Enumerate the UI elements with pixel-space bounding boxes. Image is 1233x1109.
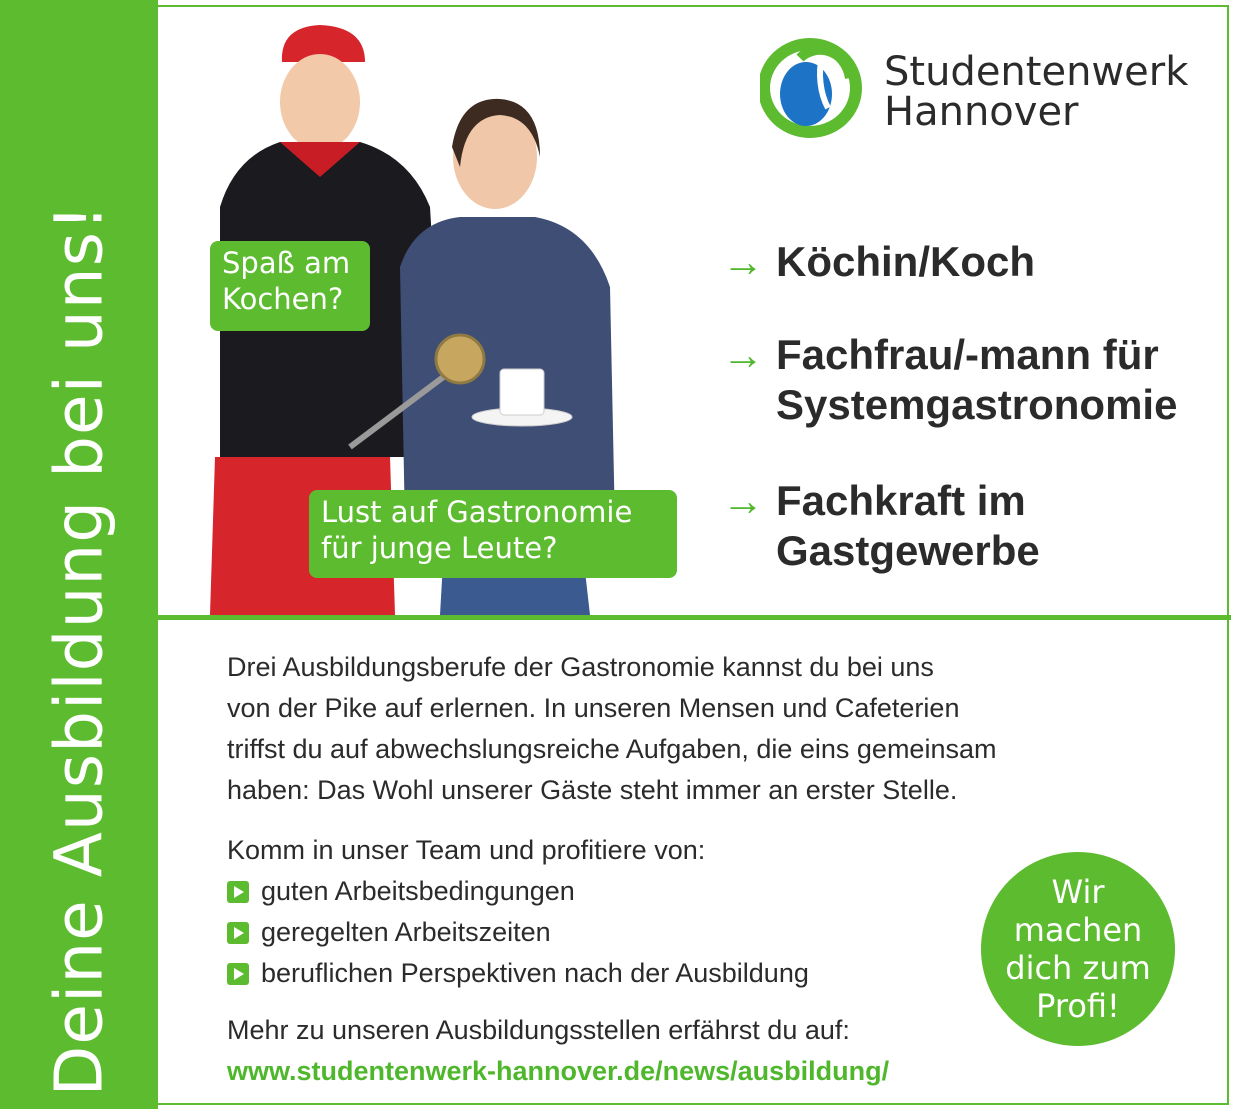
job-title-line-1: Fachfrau/-mann für: [776, 331, 1159, 378]
side-band: [0, 0, 158, 1109]
arrow-right-icon: →: [722, 331, 764, 378]
list-item: [227, 871, 809, 912]
bubble-gastronomy-line-1: Lust auf Gastronomie: [321, 495, 633, 529]
bubble-gastronomy-line-2: für junge Leute?: [321, 531, 558, 565]
intro-paragraph: [227, 647, 1127, 811]
job-title-line-1: Fachkraft im: [776, 477, 1026, 524]
logo-line-1: Studentenwerk: [884, 49, 1189, 95]
benefit-text: guten Arbeitsbedingungen: [261, 876, 575, 906]
badge-line-1: Wir: [1051, 873, 1105, 911]
bubble-cooking-line-1: Spaß am: [222, 246, 351, 280]
badge-line-4: Profi!: [1036, 987, 1120, 1025]
bubble-cooking: [210, 241, 370, 331]
badge-line-2: machen: [1013, 911, 1143, 949]
intro-line: Drei Ausbildungsberufe der Gastronomie kannst du bei uns: [227, 652, 934, 682]
bubble-cooking-line-2: Kochen?: [222, 282, 344, 316]
job-title-line-2: Systemgastronomie: [776, 381, 1178, 428]
play-bullet-icon: [227, 963, 249, 985]
heart-logo-icon: [760, 38, 870, 138]
play-bullet-icon: [227, 922, 249, 944]
intro-line: von der Pike auf erlernen. In unseren Mensen und Cafeterien: [227, 693, 960, 723]
play-bullet-icon: [227, 881, 249, 903]
more-info: [227, 1010, 889, 1092]
intro-line: haben: Das Wohl unserer Gäste steht immer an erster Stelle.: [227, 775, 958, 805]
studentenwerk-logo[interactable]: [760, 38, 1200, 138]
job-title-line-1: Köchin/Koch: [776, 238, 1035, 285]
arrow-right-icon: →: [722, 238, 764, 285]
logo-wordmark: [884, 49, 1189, 135]
more-info-text: Mehr zu unseren Ausbildungsstellen erfährst du auf:: [227, 1015, 850, 1045]
list-item: [227, 912, 809, 953]
section-divider: [158, 615, 1231, 620]
ausbildung-link[interactable]: www.studentenwerk-hannover.de/news/ausbildung/: [227, 1056, 890, 1086]
benefits-list: [227, 830, 809, 994]
badge-line-3: dich zum: [1005, 949, 1151, 987]
job-title-line-2: Gastgewerbe: [776, 527, 1040, 574]
profi-badge: [981, 852, 1175, 1046]
benefits-lead: Komm in unser Team und profitiere von:: [227, 835, 706, 865]
side-band-slogan: Deine Ausbildung bei uns!: [40, 203, 118, 1097]
benefit-text: beruflichen Perspektiven nach der Ausbildung: [261, 958, 809, 988]
benefit-text: geregelten Arbeitszeiten: [261, 917, 551, 947]
list-item: [227, 953, 809, 994]
intro-line: triffst du auf abwechslungsreiche Aufgaben, die eins gemeinsam: [227, 734, 997, 764]
logo-line-2: Hannover: [884, 89, 1079, 135]
arrow-right-icon: →: [722, 477, 764, 524]
bubble-gastronomy: [309, 490, 677, 578]
